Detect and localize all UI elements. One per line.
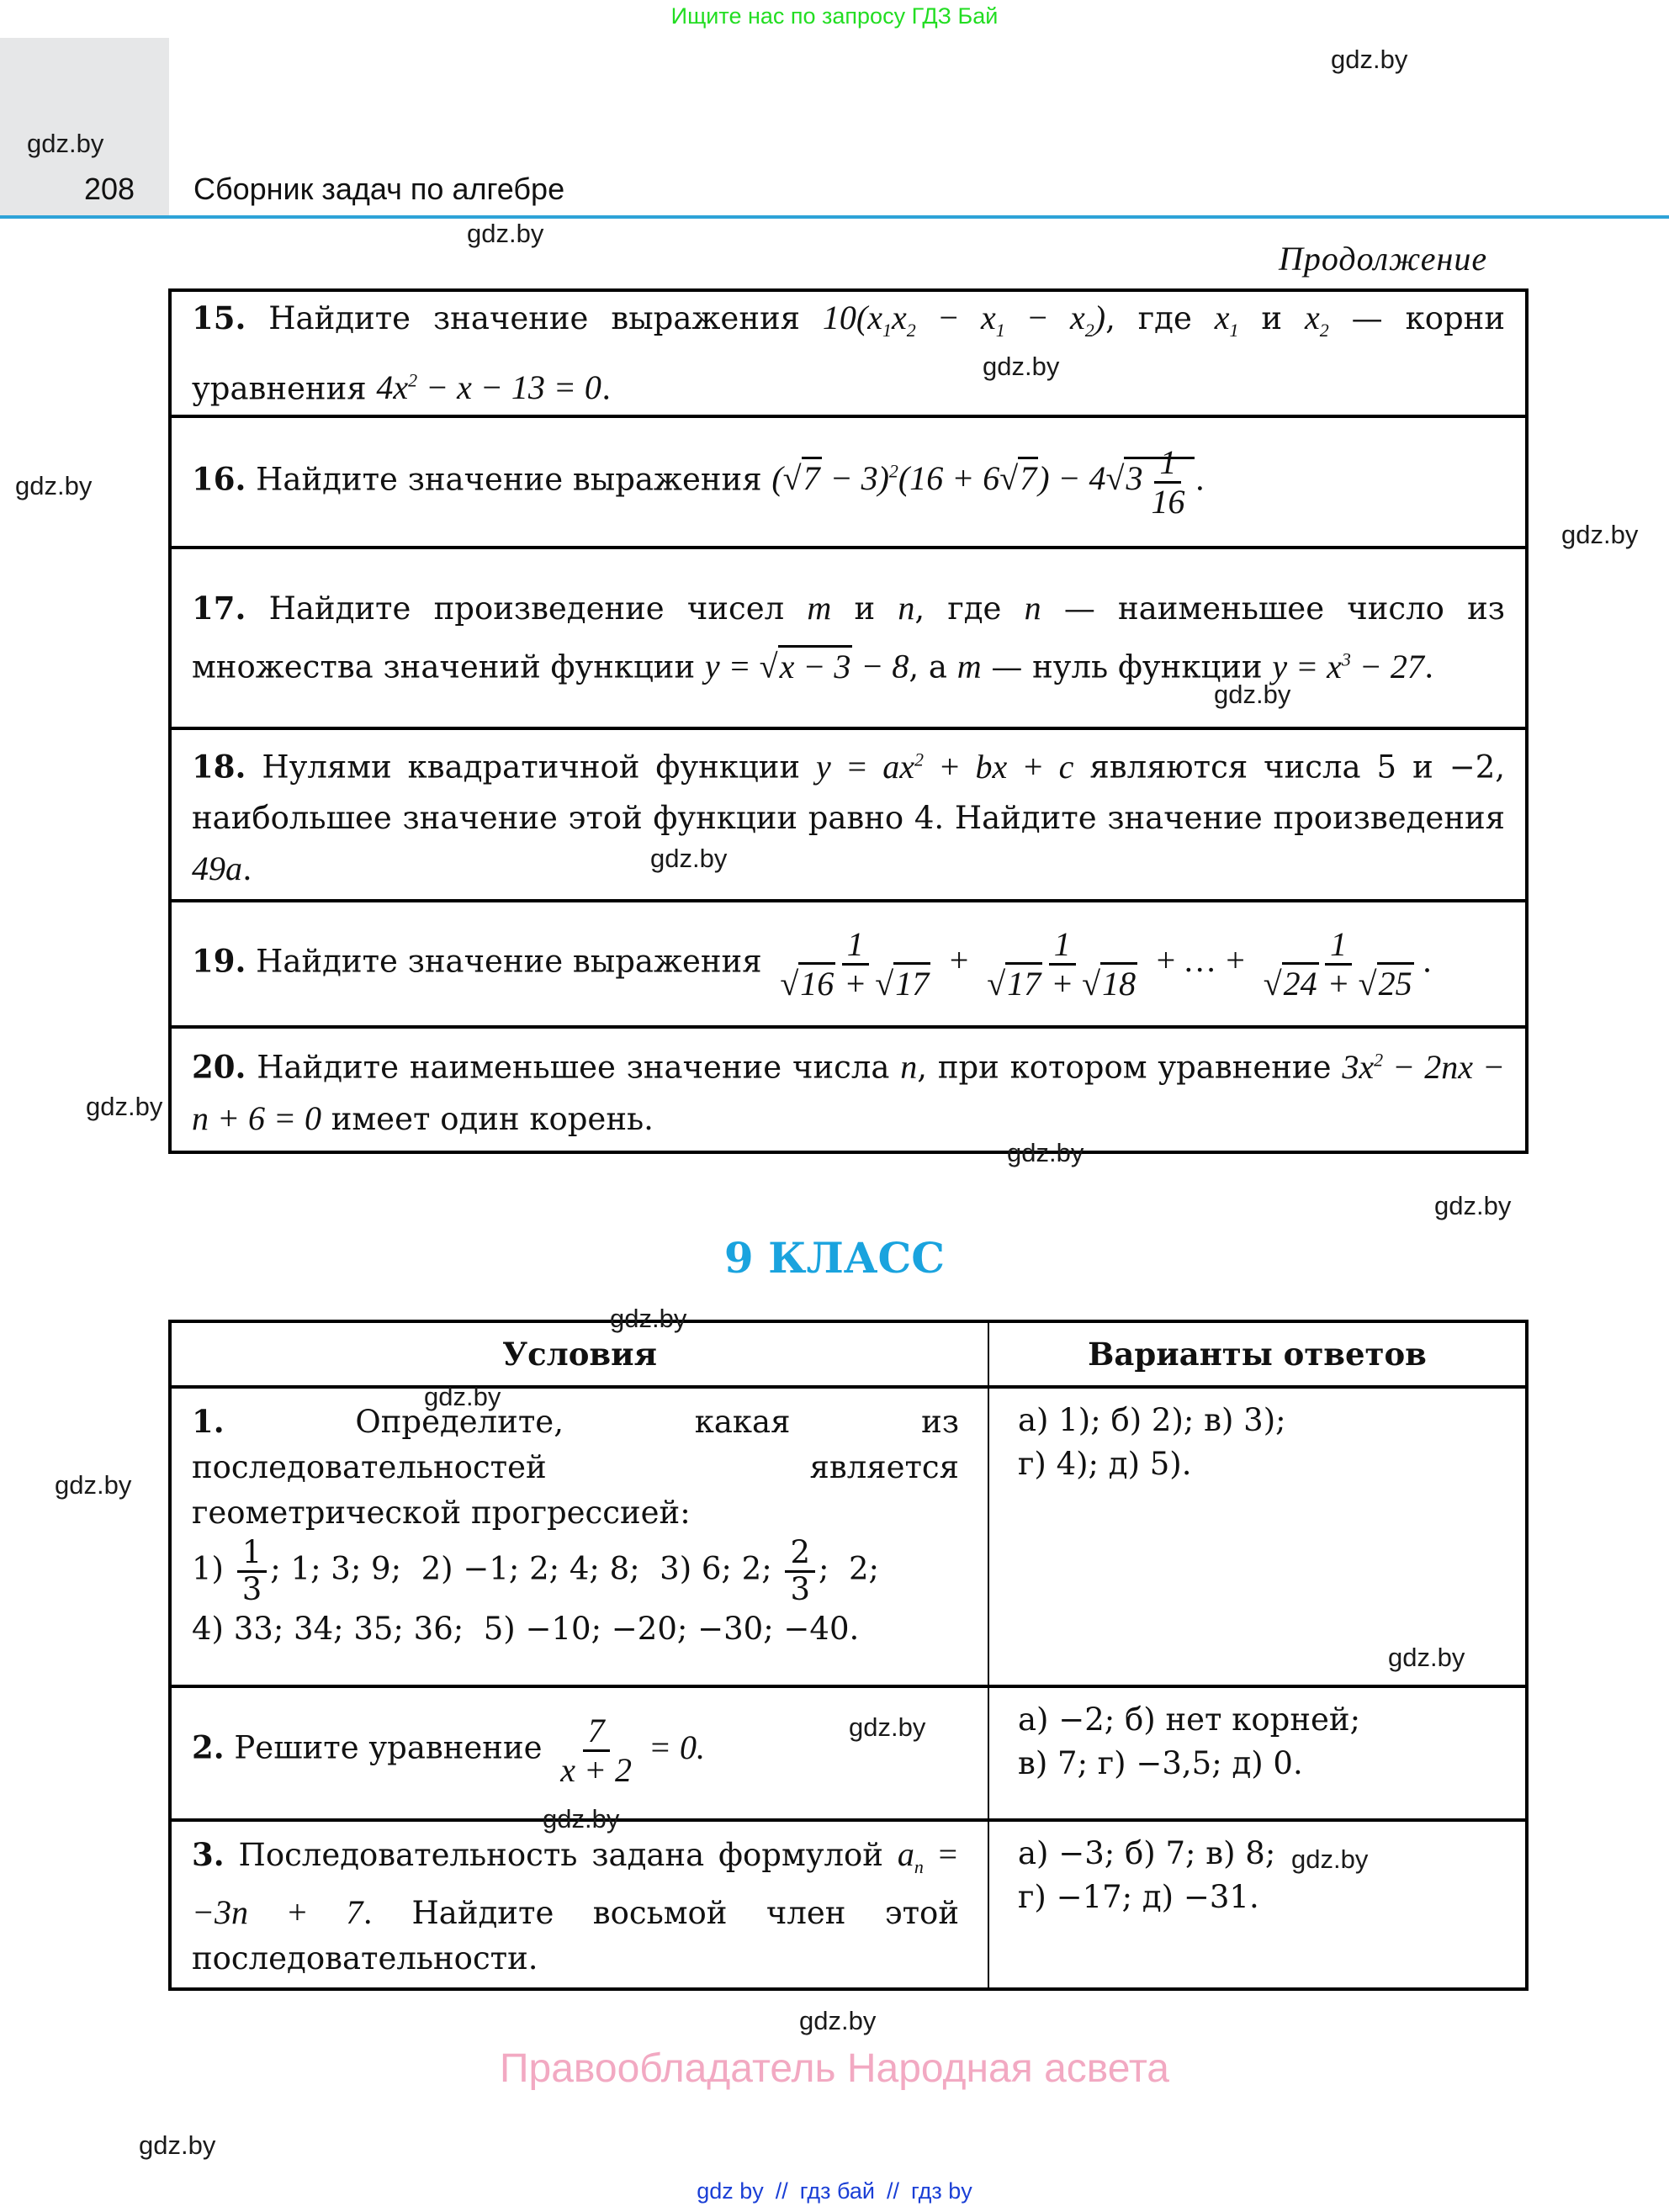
answer-line: г) 4); д) 5).: [1018, 1446, 1192, 1482]
table-row: [172, 1688, 1525, 1822]
problem-text: Найдите наименьшее значение числа: [257, 1049, 901, 1086]
section-title: 9 КЛАСС: [723, 1233, 946, 1283]
watermark: gdz.by: [1331, 45, 1408, 74]
problem-text: — нуль функции: [981, 648, 1273, 685]
answer-line: а) 1); б) 2); в) 3);: [1018, 1402, 1286, 1438]
problem-17: [172, 549, 1525, 730]
book-title: Сборник задач по алгебре: [193, 172, 565, 206]
watermark: gdz.by: [1388, 1643, 1465, 1672]
problems-table: [168, 288, 1529, 1154]
condition-text: . Найдите восьмой член этой последовательности.: [192, 1895, 959, 1977]
watermark: gdz.by: [1214, 680, 1291, 709]
condition-text: Последовательность задана формулой: [238, 1837, 883, 1873]
problem-19: [172, 902, 1525, 1029]
watermark: gdz.by: [799, 2006, 877, 2035]
math-expression: $10(x_1x_2 - x_1 - x_2)$: [822, 298, 1106, 341]
problem-text: Нулями квадратичной функции: [262, 749, 817, 786]
watermark: gdz.by: [467, 219, 544, 248]
problem-text: Найдите значение выражения: [268, 299, 823, 336]
problem-text: , где: [914, 590, 1025, 627]
math-n: n: [1024, 589, 1041, 627]
watermark: gdz.by: [1561, 520, 1639, 549]
condition-text: Решите уравнение: [234, 1729, 543, 1766]
condition-cell: [172, 1822, 989, 1987]
watermark: gdz.by: [27, 129, 104, 158]
problem-16: [172, 418, 1525, 549]
problem-text: , а: [909, 648, 957, 685]
math-fraction: $\frac{7}{x + 2}$ = 0.: [560, 1712, 706, 1789]
watermark: gdz.by: [424, 1382, 501, 1411]
problem-number: 20.: [192, 1048, 246, 1086]
problem-text: .: [242, 850, 252, 887]
continuation-label: Продолжение: [1279, 240, 1488, 278]
problem-text: и: [831, 590, 898, 627]
condition-cell: [172, 1389, 989, 1685]
problem-number: 16.: [192, 460, 246, 498]
header-rule: [0, 215, 1669, 219]
watermark: gdz.by: [1291, 1844, 1369, 1874]
watermark: gdz.by: [86, 1092, 163, 1121]
watermark: gdz.by: [650, 844, 728, 873]
header-answers: Варианты ответов: [1088, 1336, 1427, 1373]
footer-link-gdz-by-2[interactable]: гдз by: [911, 2178, 972, 2204]
problem-number: 19.: [192, 942, 246, 980]
math-formula: $a_n = -3n + 7$: [192, 1835, 960, 1931]
problem-text: Найдите значение выражения: [256, 461, 772, 498]
task-number: 3.: [192, 1836, 225, 1873]
answers-cell: [989, 1688, 1525, 1818]
problem-text: являются числа 5 и −2, наибольшее значение этой функции равно 4. Найдите значение произведения: [192, 749, 1506, 836]
math-function: $y = x^3 - 27$: [1272, 647, 1424, 685]
watermark: gdz.by: [1007, 1138, 1084, 1167]
grade9-table: [168, 1320, 1529, 1991]
table-row: [172, 1389, 1525, 1688]
problem-text: .: [1195, 461, 1205, 498]
separator: //: [775, 2178, 788, 2204]
problem-text: — корни уравнения: [192, 299, 1505, 407]
problem-text: , при котором уравнение: [917, 1049, 1343, 1086]
footer-link-gdz-bai[interactable]: гдз бай: [799, 2178, 875, 2204]
problem-text: Найдите значение выражения: [256, 943, 772, 980]
problem-text: , где: [1105, 299, 1215, 336]
math-n: n: [900, 1047, 918, 1086]
page-number: 208: [84, 172, 135, 206]
watermark: gdz.by: [55, 1470, 132, 1500]
math-function: $y = ax^2$ + bx + c: [816, 747, 1074, 786]
watermark: gdz.by: [849, 1712, 926, 1742]
search-banner: Ищите нас по запросу ГДЗ Бай: [670, 3, 999, 29]
problem-number: 15.: [192, 299, 246, 336]
problem-text: Найдите произведение чисел: [268, 590, 808, 627]
math-product: 49a: [192, 849, 242, 887]
task-number: 1.: [192, 1403, 225, 1440]
answer-line: г) −17; д) −31.: [1018, 1879, 1259, 1915]
answers-cell: [989, 1822, 1525, 1987]
problem-text: и: [1238, 299, 1305, 336]
math-equation: $4x^2 - x - 13 = 0$: [376, 368, 601, 407]
sequence-list: 1) $\frac{1}{3}$ ; 1; 3; 9; 2) −1; 2; 4; 8; 3) 6; 2; $\frac{2}{3}$ ; 2;: [192, 1534, 879, 1607]
problem-20: [172, 1029, 1525, 1151]
problem-text: .: [1423, 648, 1434, 685]
math-equation: $3x^2 - 2nx - n + 6 = 0$: [192, 1047, 1506, 1137]
math-m: m: [956, 647, 982, 685]
watermark: gdz.by: [1434, 1191, 1512, 1220]
math-m: m: [807, 589, 832, 627]
math-n: n: [898, 589, 915, 627]
answer-line: а) −2; б) нет корней;: [1018, 1701, 1361, 1738]
answers-cell: [989, 1389, 1525, 1685]
header-conditions: Условия: [172, 1323, 989, 1385]
condition-cell: [172, 1688, 989, 1818]
sequence-list-2: 4) 33; 34; 35; 36; 5) −10; −20; −30; −40.: [192, 1611, 860, 1648]
math-x2: $x_2$: [1305, 298, 1329, 341]
watermark: gdz.by: [543, 1804, 620, 1834]
watermark: gdz.by: [139, 2130, 216, 2160]
problem-text: .: [1422, 943, 1433, 980]
task-number: 2.: [192, 1728, 225, 1766]
problem-18: [172, 730, 1525, 902]
watermark: gdz.by: [610, 1304, 687, 1333]
watermark: gdz.by: [15, 471, 93, 500]
problem-number: 18.: [192, 748, 246, 786]
problem-text: — наименьшее число из множества значений функции: [192, 590, 1505, 685]
math-expression: $\frac{1}{√16 + √17}$ + $\frac{1}{√17 + √18}$ + … + $\frac{1}{√24 + √25}$: [780, 924, 1412, 1003]
separator: //: [886, 2178, 899, 2204]
problem-number: 17.: [192, 590, 246, 627]
watermark: gdz.by: [983, 352, 1060, 381]
copyright-notice: Правообладатель Народная асвета: [500, 2046, 1169, 2091]
problem-15: [172, 292, 1525, 418]
table-header: [172, 1323, 1525, 1389]
math-function: y = √x − 3 − 8: [705, 645, 909, 685]
footer-link-gdz-by[interactable]: gdz by: [697, 2178, 764, 2204]
problem-text: .: [601, 370, 612, 407]
math-expression: $(√7 - 3)^2(16 + 6√7) - 4√3$ $\frac{1}{16}$: [771, 459, 1195, 497]
condition-text: Определите, какая из последовательностей является геометрической прогрессией:: [192, 1404, 960, 1531]
footer-links: [0, 2178, 1669, 2204]
answer-line: а) −3; б) 7; в) 8;: [1018, 1835, 1276, 1871]
math-x1: $x_1$: [1214, 298, 1239, 341]
problem-text: имеет один корень.: [321, 1100, 654, 1137]
answer-line: в) 7; г) −3,5; д) 0.: [1018, 1745, 1303, 1781]
